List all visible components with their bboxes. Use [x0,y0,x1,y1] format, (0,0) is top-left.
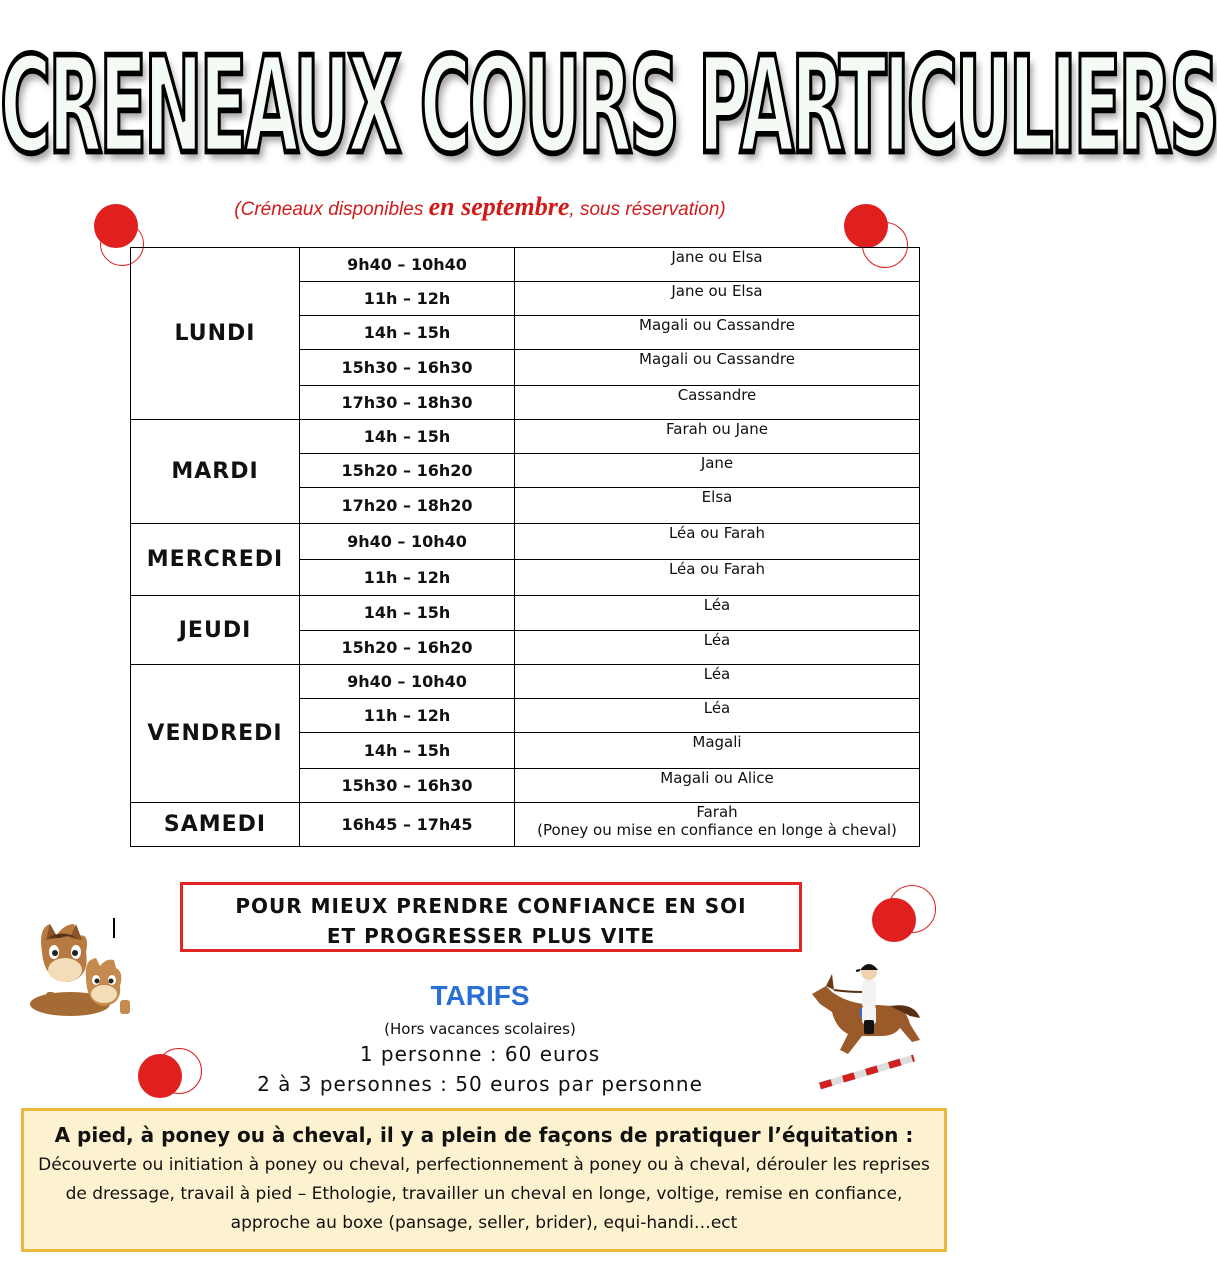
schedule-body [131,248,920,847]
time-slot: 17h20 – 18h20 [300,488,515,524]
instructor-cell [515,630,920,664]
time-slot: 14h – 15h [300,596,515,630]
time-slot: 11h – 12h [300,560,515,596]
day-label: MARDI [131,420,300,524]
instructor-names: Léa ou Farah [668,560,766,579]
instructor-names: Magali ou Cassandre [639,316,795,335]
info-text: Découverte ou initiation à poney ou cheval, perfectionnement à poney ou à cheval, dérouler les reprises de dressage, travail à pied – Ethologie, travailler un cheval en longe, voltige, remise en confiance, approche au boxe (pansage, seller, brider), equi-handi…ect [38,1155,930,1233]
time-slot: 9h40 – 10h40 [300,664,515,698]
price-group: 2 à 3 personnes : 50 euros par personne [257,1072,703,1096]
instructor-names: Magali ou Cassandre [639,350,795,369]
subtitle-before: (Créneaux disponibles [234,199,429,220]
time-slot: 15h20 – 16h20 [300,454,515,488]
time-slot: 9h40 – 10h40 [300,524,515,560]
instructor-names: Léa [703,698,731,717]
info-box [21,1108,947,1252]
table-row [131,664,920,698]
instructor-cell [515,248,920,282]
instructor-cell [515,768,920,802]
time-slot: 17h30 – 18h30 [300,386,515,420]
time-slot: 15h30 – 16h30 [300,350,515,386]
table-row [131,802,920,846]
instructor-cell [515,560,920,596]
table-row [131,420,920,454]
instructor-names: Léa ou Farah [668,524,766,543]
table-row [131,248,920,282]
message-line-1: POUR MIEUX PRENDRE CONFIANCE EN SOI [235,894,747,918]
instructor-cell [515,664,920,698]
instructor-cell [515,488,920,524]
instructor-names: Magali ou Alice [660,768,774,787]
instructor-cell [515,386,920,420]
instructor-cell [515,802,920,846]
instructor-names: Elsa [701,488,733,507]
subtitle [0,192,960,222]
instructor-names: Cassandre [677,386,757,405]
time-slot: 15h30 – 16h30 [300,768,515,802]
tarifs-note: (Hors vacances scolaires) [384,1020,576,1038]
info-title: A pied, à poney ou à cheval, il y a plein de façons de pratiquer l’équitation : [54,1123,914,1147]
day-label: VENDREDI [131,664,300,802]
time-slot: 14h – 15h [300,732,515,768]
instructor-names: Léa [703,630,731,649]
table-row [131,524,920,560]
time-slot: 11h – 12h [300,282,515,316]
time-slot: 9h40 – 10h40 [300,248,515,282]
instructor-cell [515,596,920,630]
instructor-cell [515,316,920,350]
day-label: MERCREDI [131,524,300,596]
instructor-names: Jane [700,454,734,473]
slot-note: (Poney ou mise en confiance en longe à cheval) [537,820,897,839]
instructor-names: Léa [703,596,731,615]
instructor-cell [515,282,920,316]
time-slot: 11h – 12h [300,698,515,732]
tarifs-title: TARIFS [430,980,530,1011]
subtitle-after: , sous réservation) [569,199,726,220]
instructor-names: Farah [696,802,738,821]
instructor-names: Jane ou Elsa [671,248,763,266]
red-dot-decoration [872,898,916,942]
instructor-names: Jane ou Elsa [671,282,763,301]
instructor-cell [515,698,920,732]
day-label: JEUDI [131,596,300,664]
day-label: LUNDI [131,248,300,420]
time-slot: 14h – 15h [300,316,515,350]
day-label: SAMEDI [131,802,300,846]
time-slot: 15h20 – 16h20 [300,630,515,664]
instructor-cell [515,454,920,488]
time-slot: 14h – 15h [300,420,515,454]
instructor-names: Farah ou Jane [666,420,768,439]
instructor-cell [515,732,920,768]
instructor-names: Léa [703,664,731,683]
page-title: CRENEAUX COURS PARTICULIERS [0,28,1217,184]
instructor-names: Magali [692,732,742,751]
motivation-message-box [180,882,802,952]
subtitle-emphasis: en septembre [428,192,570,221]
instructor-cell [515,350,920,386]
time-slot: 16h45 – 17h45 [300,802,515,846]
instructor-cell [515,524,920,560]
instructor-cell [515,420,920,454]
table-row [131,596,920,630]
message-line-2: ET PROGRESSER PLUS VITE [326,924,656,948]
schedule-table [130,247,920,847]
price-one-person: 1 personne : 60 euros [359,1042,601,1066]
